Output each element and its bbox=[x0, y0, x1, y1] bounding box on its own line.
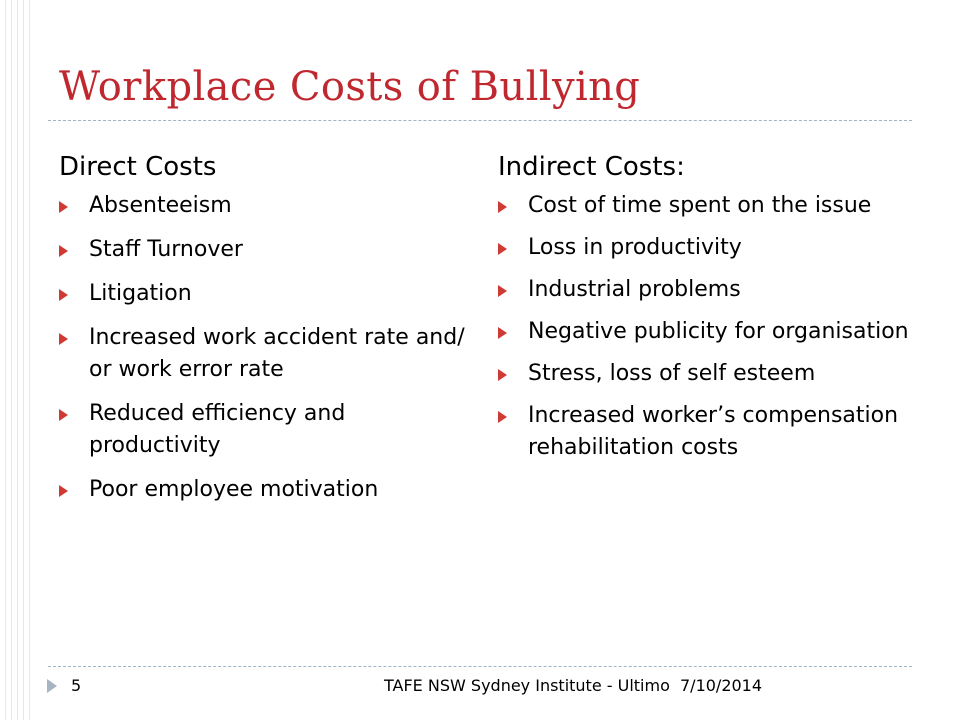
list-item bbox=[498, 274, 918, 306]
list-item bbox=[59, 398, 469, 462]
triangle-bullet-icon bbox=[59, 485, 68, 497]
footer-source: TAFE NSW Sydney Institute - Ultimo bbox=[384, 676, 670, 695]
list-item-label: Cost of time spent on the issue bbox=[528, 193, 872, 218]
list-item bbox=[59, 322, 469, 386]
footer-triangle-icon bbox=[47, 679, 57, 693]
list-item bbox=[59, 190, 469, 222]
list-item bbox=[59, 278, 469, 310]
triangle-bullet-icon bbox=[498, 201, 507, 213]
list-item-label: Reduced efficiency and productivity bbox=[89, 401, 346, 458]
direct-costs-heading: Direct Costs bbox=[59, 152, 217, 182]
title-divider bbox=[48, 120, 912, 121]
indirect-costs-list bbox=[498, 190, 918, 464]
triangle-bullet-icon bbox=[498, 243, 507, 255]
list-item-label: Loss in productivity bbox=[528, 235, 742, 260]
list-item-label: Litigation bbox=[89, 281, 192, 306]
decorative-stripe-bar bbox=[0, 0, 30, 720]
list-item-label: Stress, loss of self esteem bbox=[528, 361, 816, 386]
footer-divider bbox=[48, 666, 912, 667]
slide-title: Workplace Costs of Bullying bbox=[59, 64, 641, 110]
list-item bbox=[59, 234, 469, 266]
footer-date: 7/10/2014 bbox=[680, 676, 763, 695]
indirect-costs-heading: Indirect Costs: bbox=[498, 152, 685, 182]
list-item-label: Absenteeism bbox=[89, 193, 232, 218]
list-item bbox=[498, 190, 918, 222]
list-item bbox=[498, 400, 918, 464]
triangle-bullet-icon bbox=[59, 333, 68, 345]
direct-costs-column bbox=[59, 150, 469, 518]
triangle-bullet-icon bbox=[59, 245, 68, 257]
triangle-bullet-icon bbox=[498, 411, 507, 423]
triangle-bullet-icon bbox=[498, 369, 507, 381]
triangle-bullet-icon bbox=[498, 285, 507, 297]
triangle-bullet-icon bbox=[498, 327, 507, 339]
page-number: 5 bbox=[71, 676, 82, 695]
indirect-costs-column bbox=[498, 150, 918, 474]
list-item bbox=[498, 358, 918, 390]
list-item-label: Increased worker’s compensation rehabilitation costs bbox=[528, 403, 899, 460]
list-item-label: Increased work accident rate and/ or work error rate bbox=[89, 325, 465, 382]
list-item-label: Industrial problems bbox=[528, 277, 741, 302]
list-item bbox=[498, 316, 918, 348]
direct-costs-list bbox=[59, 190, 469, 506]
triangle-bullet-icon bbox=[59, 409, 68, 421]
list-item-label: Poor employee motivation bbox=[89, 477, 379, 502]
list-item bbox=[498, 232, 918, 264]
list-item-label: Negative publicity for organisation bbox=[528, 319, 909, 344]
list-item bbox=[59, 474, 469, 506]
triangle-bullet-icon bbox=[59, 289, 68, 301]
list-item-label: Staff Turnover bbox=[89, 237, 243, 262]
triangle-bullet-icon bbox=[59, 201, 68, 213]
